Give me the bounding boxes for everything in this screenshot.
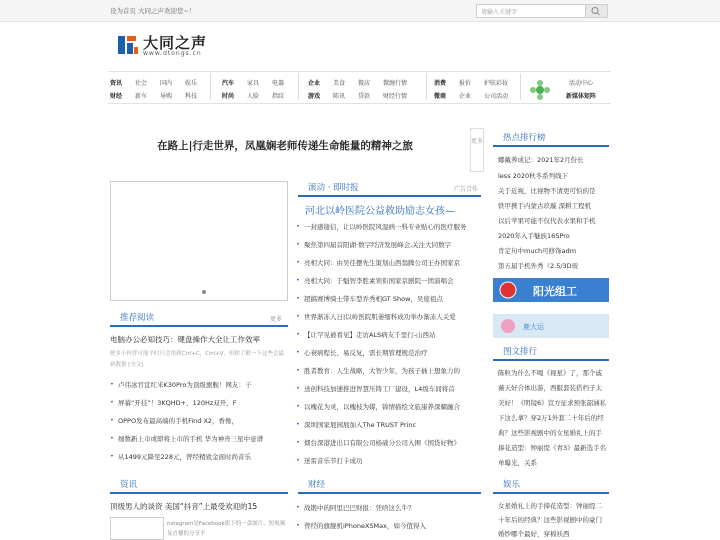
nav-item[interactable]: 微商 (434, 93, 447, 100)
scroll-item[interactable]: 胜者教育：人生战略，大智少年，为孩子插上想象力的 (304, 367, 460, 375)
welcome-text: 大同之声欢迎您~！ (138, 7, 196, 15)
bullet: • (296, 330, 300, 338)
hot-item[interactable]: 第五届手机外秀（2.5/3D玻 (498, 262, 579, 270)
section-divider (493, 359, 609, 361)
slide-dot[interactable] (202, 290, 206, 294)
nav-item[interactable]: 人脸 (247, 93, 260, 100)
bullet: • (110, 452, 114, 460)
entertainment-title: 娱乐 (503, 480, 521, 490)
finance-item[interactable]: 战锻中的阿里巴巴财报：凭啥这么牛？ (304, 504, 415, 512)
hot-item[interactable]: 2020年入手魅族16SPro (498, 232, 570, 240)
nav-divider (210, 74, 211, 100)
section-divider (110, 325, 288, 327)
nav-item[interactable]: 财经行情 (383, 93, 408, 100)
section-divider (298, 195, 481, 197)
bullet: • (296, 438, 300, 446)
nav-item[interactable]: 护肤彩妆 (484, 80, 509, 87)
search-button[interactable] (586, 4, 608, 18)
news-lead-title[interactable]: 顶级男人的谈资 美国“抖音”上最受欢迎的15 (110, 502, 258, 511)
top-bar (0, 0, 720, 22)
entertainment-text[interactable]: 女星婚礼上的手捧花造型：钟丽缇二十年后的经典？这些影视剧中的豪门婚纱哪个最好，穿棉袄西 (498, 502, 602, 538)
recommend-lead-title[interactable]: 电脑办公必知技巧：键盘操作大全让工作效率 (110, 335, 260, 344)
finance-header (298, 475, 481, 493)
nav-divider (426, 74, 427, 100)
new-media-link[interactable]: 新媒体矩阵 (566, 93, 597, 100)
bullet: • (110, 416, 114, 424)
scroll-item[interactable]: 烟台深港进出口有限公司杨础分公司入围《国货好物》 (304, 439, 460, 447)
scroll-item[interactable]: 聚焦第四届首阳湖·数字经济发展峰会,关注大同数字 (304, 241, 452, 249)
ad-cooperation-link[interactable]: 广告合作 (454, 186, 479, 193)
bullet: • (296, 420, 300, 428)
scroll-item[interactable]: 以槐花为灵，以槐枝为媒，锦情描绘文旅康养深耀融合 (304, 403, 460, 411)
section-divider (298, 492, 481, 494)
news-lead-desc: nstagram是Facebook旗下的一款图片、短视频及直播的分享平 (167, 521, 286, 537)
nav-item[interactable]: 微店 (358, 80, 371, 87)
bullet: • (296, 276, 300, 284)
more-label: 更多 (471, 138, 484, 145)
bullet: • (296, 258, 300, 266)
nav-item[interactable]: 导购 (160, 93, 173, 100)
scroll-item[interactable]: 亮相大同：由吴佳摆先生策划山西翁腾公司王办国家京 (304, 259, 460, 267)
logo-icon (116, 33, 140, 57)
nav-divider (298, 74, 299, 100)
recommend-item[interactable]: 细数新上市或即将上市的手机 华为神舟三星中意谱 (118, 435, 264, 443)
emblem-icon (499, 281, 517, 299)
nav-item[interactable]: 社会 (135, 80, 148, 87)
nav-item[interactable]: 娱乐 (185, 80, 198, 87)
hot-ranking-header (493, 128, 609, 146)
entertainment-header (493, 475, 609, 493)
feature-headline[interactable]: 河北以岭医院公益救助励志女孩— (305, 206, 455, 217)
nav-item[interactable]: 电器 (272, 80, 285, 87)
photo-ranking-header (493, 342, 609, 360)
nav-item[interactable]: 微缠行情 (383, 80, 408, 87)
finance-title: 财经 (308, 480, 326, 490)
bullet: • (110, 434, 114, 442)
hot-ranking-title: 热点排行榜 (503, 133, 546, 143)
scroll-item[interactable]: 【让罕见被看见】走访ALS病友千里行-山西站 (304, 331, 436, 339)
flower-icon (499, 317, 517, 335)
bullet: • (296, 503, 300, 511)
section-divider (493, 492, 609, 494)
nav-item[interactable]: 资讯 (110, 80, 123, 87)
scroll-item[interactable]: 世界渐冻人日|以岭医院肌萎缩科成功举办渐冻人关爱 (304, 313, 456, 321)
nav-item[interactable]: 美食 (333, 80, 346, 87)
photo-ranking-text[interactable]: 陈粒为什么不喝《视星》了，那个戚薇天好合体出游，西服套装搭档子太美好！《明镜6》宣方征求预张韶涵私下这么拿？穿2万1外套二十年后的经典？这些影视剧中的女星婚礼上的手捧花造型：钟丽缇《青3》最新选手名单曝光，关系 (498, 369, 607, 466)
nav-item[interactable]: 陈讯 (333, 93, 346, 100)
headline[interactable]: 在路上|行走世界，凤凰娴老师传递生命能量的精神之旅 (157, 140, 413, 152)
set-home-link[interactable]: 设为首页 (110, 7, 136, 15)
nav-item[interactable]: 报价 (459, 80, 472, 87)
search-icon (586, 5, 606, 17)
sunshine-banner[interactable] (493, 278, 609, 302)
hot-item[interactable]: 以后苹果可能不仅代表水果和手机 (498, 217, 596, 225)
nav-item[interactable]: 贷款 (358, 93, 371, 100)
bullet: • (296, 312, 300, 320)
scroll-news-header (298, 178, 481, 196)
scroll-item[interactable]: 送创科技加速推进智慧压铸工厂建设，L4级车间将首 (304, 385, 455, 393)
recommend-item[interactable]: OPPO发布最高端的手机Find X2，香像， (118, 417, 239, 425)
dayun-banner-text: 鹿大运 (523, 323, 544, 331)
news-header (110, 475, 288, 493)
section-divider (110, 492, 288, 494)
recommend-item[interactable]: 从1499元降至228元，曾经精致金面时尚音乐 (118, 453, 251, 461)
recommend-title: 推荐阅读 (120, 313, 155, 323)
photo-ranking-title: 图文排行 (503, 347, 538, 357)
scroll-item[interactable]: 深圳国家展园展加入The TRUST Princ (304, 421, 417, 429)
nav-divider (520, 74, 521, 100)
news-thumbnail[interactable] (110, 517, 164, 540)
scroll-item[interactable]: 一封感谢信，让以岭医院风湿病一科专业贴心的医疗服务 (304, 223, 467, 231)
site-logo-title[interactable]: 大同之声 (143, 34, 208, 52)
nav-item[interactable]: 科技 (185, 93, 198, 100)
hot-item[interactable]: less 2020秋冬系列线下 (498, 172, 569, 180)
scroll-item[interactable]: 亮相大同：于魁智李胜素领衔国家京剧院一团演唱会 (304, 277, 454, 285)
dayun-banner[interactable] (493, 314, 609, 338)
site-logo-url: www.dtongs.cn (143, 50, 202, 57)
scroll-item[interactable]: 超搞赛博骑士带车型乔秀相GT Show，吴座祖点 (304, 295, 443, 303)
nav-item[interactable]: 家具 (247, 80, 260, 87)
scroll-item[interactable]: 迷雷音乐节打卡成功 (304, 457, 363, 465)
nav-item[interactable]: 公司活动 (484, 93, 509, 100)
news-title: 资讯 (120, 480, 138, 490)
hot-item[interactable]: 肯定句中much可修饰adm (498, 247, 577, 255)
finance-item[interactable]: 曾经的旗舰机iPhoneXSMax，如今值得入 (304, 522, 426, 530)
promo-flower-icon (528, 78, 552, 102)
nav-item[interactable]: 新车 (135, 93, 148, 100)
scroll-item[interactable]: 心衰病程长、易反复，需长期管理规范治疗 (304, 349, 428, 357)
sunshine-banner-text: 阳光组工 (533, 285, 577, 298)
nav-item[interactable]: 指纹 (272, 93, 285, 100)
bullet: • (296, 240, 300, 248)
section-divider (493, 145, 609, 147)
search-input[interactable]: 请输入关键字 (476, 4, 586, 18)
bullet: • (296, 294, 300, 302)
bullet: • (110, 398, 114, 406)
hot-item[interactable]: 铁甲携手内蒙古玖璇 深耕工程机 (498, 202, 592, 210)
bullet: • (110, 380, 114, 388)
nav-item[interactable]: 时尚 (222, 93, 235, 100)
nav-item[interactable]: 企业 (308, 80, 321, 87)
activity-center-link[interactable]: 活动中心 (569, 80, 594, 87)
bullet: • (296, 366, 300, 374)
bullet: • (296, 521, 300, 529)
recommend-lead-desc: 驶多小伙伴可能平时只会用到Ctrl+C，Ctrl+V，但除了解一下这些会最新数据 [全文] (110, 351, 284, 368)
recommend-item[interactable]: 屏幕“开挂”！3KQHD+、120Hz双开，F (118, 399, 237, 407)
bullet: • (296, 384, 300, 392)
nav-item[interactable]: 游戏 (308, 93, 321, 100)
nav-item[interactable]: 汽车 (222, 80, 235, 87)
nav-item[interactable]: 企业 (459, 93, 472, 100)
bullet: • (296, 222, 300, 230)
recommend-header (110, 308, 288, 326)
recommend-more-link[interactable]: 更多 (270, 316, 283, 323)
bullet: • (296, 456, 300, 464)
bullet: • (296, 402, 300, 410)
hot-item[interactable]: 关于近视，比视物不清更可怕的是 (498, 187, 596, 195)
nav-item[interactable]: 财经 (110, 93, 123, 100)
bullet: • (296, 348, 300, 356)
recommend-item[interactable]: 卢伟冰官宣红米K30Pro为顶级旗舰！网友：干 (118, 381, 252, 389)
more-button[interactable] (470, 128, 484, 172)
nav-item[interactable]: 消费 (434, 80, 447, 87)
scroll-news-title: 滚动 · 即时报 (308, 183, 359, 193)
slideshow-image[interactable] (110, 181, 288, 301)
hot-item[interactable]: 娜戴养成记：2021年2月份长 (498, 156, 584, 164)
nav-item[interactable]: 国内 (160, 80, 173, 87)
